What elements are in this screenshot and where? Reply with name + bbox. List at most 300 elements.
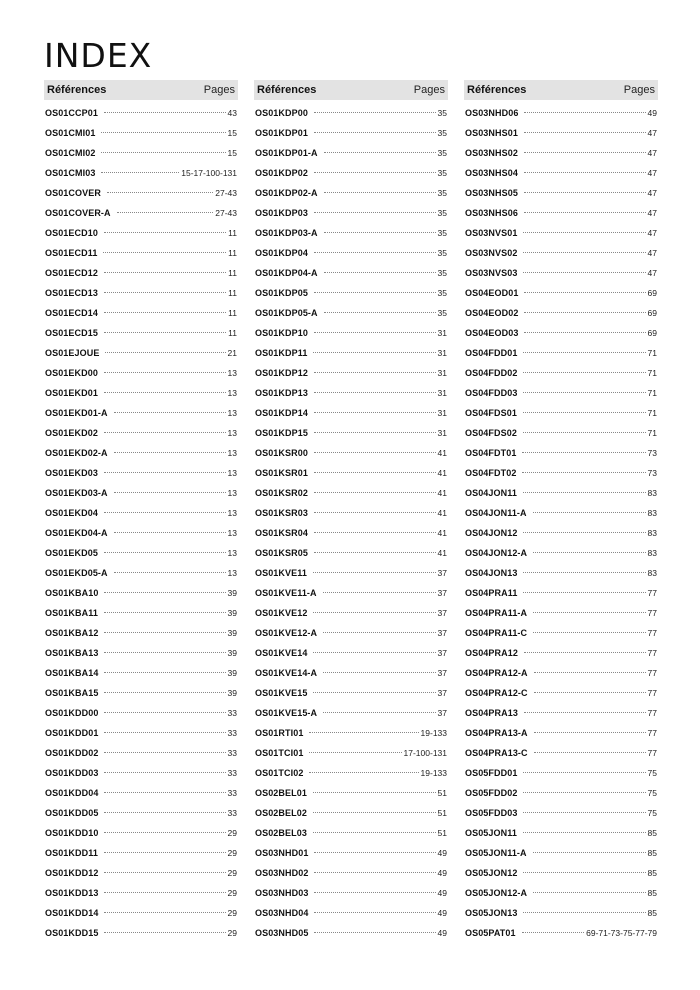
reference-code: OS01EKD03 <box>45 468 98 478</box>
reference-code: OS03NHD02 <box>255 868 309 878</box>
dot-leader <box>524 292 645 293</box>
dot-leader <box>117 212 214 213</box>
reference-code: OS05JON12 <box>465 868 518 878</box>
header-pages: Pages <box>623 84 655 96</box>
index-entry <box>254 623 448 643</box>
page-numbers: 73 <box>647 448 657 458</box>
page-numbers: 83 <box>647 548 657 558</box>
index-entry <box>44 623 238 643</box>
dot-leader <box>104 632 225 633</box>
reference-code: OS01KDD15 <box>45 928 99 938</box>
index-entry <box>254 263 448 283</box>
index-entry <box>464 763 658 783</box>
dot-leader <box>313 812 436 813</box>
page-numbers: 13 <box>227 448 237 458</box>
index-entry <box>464 243 658 263</box>
index-entry <box>44 343 238 363</box>
reference-code: OS04FDD03 <box>465 388 518 398</box>
index-entry <box>254 663 448 683</box>
index-rows <box>464 103 658 943</box>
page-numbers: 11 <box>228 308 237 318</box>
dot-leader <box>104 392 226 393</box>
dot-leader <box>314 172 436 173</box>
page-numbers: 33 <box>227 768 237 778</box>
page-numbers: 33 <box>227 788 237 798</box>
page-numbers: 41 <box>437 508 447 518</box>
dot-leader <box>104 272 226 273</box>
reference-code: OS01KSR00 <box>255 448 308 458</box>
page-numbers: 77 <box>647 608 657 618</box>
page-numbers: 15-17-100-131 <box>181 168 237 178</box>
page-numbers: 41 <box>437 488 447 498</box>
index-entry <box>44 703 238 723</box>
dot-leader <box>314 912 435 913</box>
index-entry <box>44 183 238 203</box>
page-numbers: 77 <box>647 708 657 718</box>
reference-code: OS02BEL02 <box>255 808 307 818</box>
page-numbers: 49 <box>647 108 657 118</box>
dot-leader <box>314 292 436 293</box>
reference-code: OS05JON11 <box>465 828 517 838</box>
reference-code: OS05FDD03 <box>465 808 518 818</box>
index-entry <box>464 143 658 163</box>
index-entry <box>464 643 658 663</box>
page-numbers: 47 <box>647 208 657 218</box>
reference-code: OS01KDP02 <box>255 168 308 178</box>
reference-code: OS01EKD04 <box>45 508 98 518</box>
page-numbers: 37 <box>437 688 447 698</box>
dot-leader <box>324 152 436 153</box>
index-entry <box>464 523 658 543</box>
reference-code: OS03NHD06 <box>465 108 519 118</box>
page-numbers: 37 <box>437 648 447 658</box>
reference-code: OS01KVE15-A <box>255 708 318 718</box>
header-references: Références <box>467 84 527 96</box>
page-numbers: 77 <box>647 688 657 698</box>
dot-leader <box>104 432 226 433</box>
dot-leader <box>104 772 225 773</box>
reference-code: OS01KVE14-A <box>255 668 318 678</box>
reference-code: OS04PRA11-C <box>465 628 528 638</box>
dot-leader <box>104 752 225 753</box>
reference-code: OS01KDD05 <box>45 808 99 818</box>
index-entry <box>254 243 448 263</box>
dot-leader <box>523 592 645 593</box>
index-entry <box>254 743 448 763</box>
index-entry <box>464 823 658 843</box>
page-title: INDEX <box>44 36 153 75</box>
dot-leader <box>522 932 585 933</box>
index-entry <box>254 483 448 503</box>
dot-leader <box>323 712 435 713</box>
reference-code: OS05JON12-A <box>465 888 528 898</box>
page-numbers: 31 <box>437 388 447 398</box>
dot-leader <box>104 872 225 873</box>
page-numbers: 85 <box>647 868 657 878</box>
index-entry <box>464 563 658 583</box>
index-column-2 <box>254 80 448 943</box>
dot-leader <box>523 352 645 353</box>
reference-code: OS01KBA10 <box>45 588 99 598</box>
reference-code: OS01EKD02 <box>45 428 98 438</box>
page-numbers: 11 <box>228 328 237 338</box>
dot-leader <box>104 372 226 373</box>
dot-leader <box>114 452 226 453</box>
dot-leader <box>101 152 225 153</box>
page-numbers: 35 <box>437 308 447 318</box>
page-numbers: 39 <box>227 628 237 638</box>
dot-leader <box>522 472 645 473</box>
reference-code: OS01EKD05-A <box>45 568 108 578</box>
page-numbers: 75 <box>647 808 657 818</box>
page-numbers: 29 <box>227 908 237 918</box>
index-entry <box>254 543 448 563</box>
dot-leader <box>314 552 436 553</box>
dot-leader <box>104 332 226 333</box>
page-numbers: 35 <box>437 168 447 178</box>
header-pages: Pages <box>203 84 235 96</box>
index-entry <box>254 343 448 363</box>
page-numbers: 17-100-131 <box>403 748 447 758</box>
page-numbers: 85 <box>647 888 657 898</box>
reference-code: OS04PRA13-A <box>465 728 528 738</box>
reference-code: OS03NVS03 <box>465 268 518 278</box>
dot-leader <box>523 272 645 273</box>
index-entry <box>254 703 448 723</box>
reference-code: OS01KDP01-A <box>255 148 318 158</box>
reference-code: OS01KVE12 <box>255 608 308 618</box>
reference-code: OS04EOD01 <box>465 288 519 298</box>
index-entry <box>464 223 658 243</box>
index-entry <box>254 583 448 603</box>
page-numbers: 49 <box>437 848 447 858</box>
index-entry <box>44 563 238 583</box>
reference-code: OS01EKD00 <box>45 368 98 378</box>
page-numbers: 39 <box>227 588 237 598</box>
reference-code: OS01KDD12 <box>45 868 99 878</box>
index-entry <box>254 403 448 423</box>
index-entry <box>44 683 238 703</box>
index-entry <box>254 123 448 143</box>
dot-leader <box>104 592 225 593</box>
page-numbers: 71 <box>647 388 657 398</box>
dot-leader <box>104 732 225 733</box>
reference-code: OS01EKD03-A <box>45 488 108 498</box>
index-entry <box>464 743 658 763</box>
index-entry <box>464 203 658 223</box>
reference-code: OS03NHD03 <box>255 888 309 898</box>
dot-leader <box>104 312 226 313</box>
index-entry <box>44 903 238 923</box>
reference-code: OS01COVER <box>45 188 101 198</box>
page-numbers: 41 <box>437 548 447 558</box>
dot-leader <box>523 232 645 233</box>
index-entry <box>254 643 448 663</box>
page-numbers: 37 <box>437 588 447 598</box>
reference-code: OS01ECD14 <box>45 308 98 318</box>
page-numbers: 73 <box>647 468 657 478</box>
reference-code: OS01KDP01 <box>255 128 308 138</box>
reference-code: OS04FDD01 <box>465 348 518 358</box>
dot-leader <box>524 112 645 113</box>
page-numbers: 35 <box>437 268 447 278</box>
dot-leader <box>104 812 225 813</box>
index-entry <box>464 683 658 703</box>
dot-leader <box>523 792 645 793</box>
page-numbers: 49 <box>437 868 447 878</box>
dot-leader <box>314 432 436 433</box>
dot-leader <box>524 132 646 133</box>
reference-code: OS01KSR02 <box>255 488 308 498</box>
reference-code: OS01ECD11 <box>45 248 98 258</box>
page-numbers: 69 <box>647 308 657 318</box>
reference-code: OS04JON11-A <box>465 508 527 518</box>
reference-code: OS04FDS02 <box>465 428 517 438</box>
dot-leader <box>309 732 418 733</box>
dot-leader <box>309 752 401 753</box>
reference-code: OS01EKD05 <box>45 548 98 558</box>
index-entry <box>254 523 448 543</box>
page-numbers: 15 <box>227 148 237 158</box>
dot-leader <box>309 772 418 773</box>
dot-leader <box>523 492 646 493</box>
page-numbers: 13 <box>227 508 237 518</box>
index-entry <box>464 383 658 403</box>
page-numbers: 29 <box>227 848 237 858</box>
header-pages: Pages <box>413 84 445 96</box>
page-numbers: 37 <box>437 568 447 578</box>
index-entry <box>44 523 238 543</box>
dot-leader <box>323 632 435 633</box>
page-numbers: 13 <box>227 428 237 438</box>
index-entry <box>44 503 238 523</box>
page-numbers: 27-43 <box>215 208 237 218</box>
column-header <box>44 80 238 100</box>
reference-code: OS04PRA12 <box>465 648 518 658</box>
dot-leader <box>524 332 645 333</box>
index-entry <box>254 363 448 383</box>
page-numbers: 47 <box>647 248 657 258</box>
page-numbers: 37 <box>437 668 447 678</box>
dot-leader <box>314 872 435 873</box>
index-entry <box>254 603 448 623</box>
index-entry <box>464 663 658 683</box>
index-column-3 <box>464 80 658 943</box>
reference-code: OS01TCI02 <box>255 768 304 778</box>
index-entry <box>254 883 448 903</box>
index-entry <box>254 183 448 203</box>
page-numbers: 35 <box>437 148 447 158</box>
page-numbers: 39 <box>227 668 237 678</box>
page-numbers: 47 <box>647 148 657 158</box>
dot-leader <box>104 832 225 833</box>
page-numbers: 83 <box>647 568 657 578</box>
index-entry <box>254 383 448 403</box>
index-entry <box>464 483 658 503</box>
reference-code: OS04PRA12-C <box>465 688 528 698</box>
index-entry <box>44 243 238 263</box>
dot-leader <box>314 532 436 533</box>
page-numbers: 21 <box>227 348 237 358</box>
reference-code: OS01EKD01 <box>45 388 98 398</box>
index-entry <box>464 323 658 343</box>
index-entry <box>464 423 658 443</box>
page-numbers: 69 <box>647 288 657 298</box>
reference-code: OS01KDD00 <box>45 708 99 718</box>
reference-code: OS04PRA13 <box>465 708 518 718</box>
page-numbers: 29 <box>227 868 237 878</box>
index-entry <box>254 923 448 943</box>
reference-code: OS01KSR01 <box>255 468 308 478</box>
reference-code: OS04PRA12-A <box>465 668 528 678</box>
reference-code: OS01KDD04 <box>45 788 99 798</box>
page-numbers: 35 <box>437 248 447 258</box>
index-entry <box>464 603 658 623</box>
dot-leader <box>104 112 226 113</box>
reference-code: OS01KDP04 <box>255 248 308 258</box>
page-numbers: 33 <box>227 708 237 718</box>
dot-leader <box>313 572 436 573</box>
dot-leader <box>313 692 435 693</box>
reference-code: OS01KDD13 <box>45 888 99 898</box>
reference-code: OS03NHS06 <box>465 208 518 218</box>
reference-code: OS01KBA11 <box>45 608 98 618</box>
dot-leader <box>104 672 225 673</box>
dot-leader <box>534 752 646 753</box>
index-entry <box>44 543 238 563</box>
dot-leader <box>314 492 436 493</box>
page-numbers: 41 <box>437 468 447 478</box>
index-entry <box>464 923 658 943</box>
dot-leader <box>324 192 436 193</box>
index-entry <box>254 323 448 343</box>
page-numbers: 13 <box>227 528 237 538</box>
reference-code: OS01KDP03-A <box>255 228 318 238</box>
index-entry <box>44 483 238 503</box>
page-numbers: 51 <box>437 788 447 798</box>
dot-leader <box>103 252 226 253</box>
page-numbers: 13 <box>227 548 237 558</box>
index-entry <box>44 823 238 843</box>
reference-code: OS01ECD10 <box>45 228 98 238</box>
reference-code: OS03NHS01 <box>465 128 518 138</box>
reference-code: OS02BEL03 <box>255 828 307 838</box>
page-numbers: 85 <box>647 908 657 918</box>
index-entry <box>464 443 658 463</box>
dot-leader <box>523 392 645 393</box>
index-entry <box>44 763 238 783</box>
page-numbers: 77 <box>647 588 657 598</box>
page-numbers: 13 <box>227 468 237 478</box>
index-entry <box>44 123 238 143</box>
page-numbers: 15 <box>227 128 237 138</box>
reference-code: OS01KBA14 <box>45 668 99 678</box>
dot-leader <box>104 472 226 473</box>
reference-code: OS03NHD05 <box>255 928 309 938</box>
dot-leader <box>523 532 645 533</box>
reference-code: OS01KDP05-A <box>255 308 318 318</box>
index-entry <box>464 783 658 803</box>
page-numbers: 49 <box>437 888 447 898</box>
page-numbers: 43 <box>227 108 237 118</box>
dot-leader <box>313 792 436 793</box>
dot-leader <box>524 192 646 193</box>
index-entry <box>464 403 658 423</box>
index-entry <box>44 203 238 223</box>
page-numbers: 35 <box>437 288 447 298</box>
index-entry <box>464 863 658 883</box>
index-entry <box>254 563 448 583</box>
page-numbers: 51 <box>437 808 447 818</box>
dot-leader <box>523 872 645 873</box>
index-entry <box>254 463 448 483</box>
dot-leader <box>104 712 225 713</box>
reference-code: OS01KDD03 <box>45 768 99 778</box>
page-numbers: 77 <box>647 648 657 658</box>
dot-leader <box>104 892 225 893</box>
dot-leader <box>524 152 646 153</box>
dot-leader <box>104 912 225 913</box>
index-entry <box>254 683 448 703</box>
page-numbers: 51 <box>437 828 447 838</box>
index-entry <box>464 363 658 383</box>
reference-code: OS01COVER-A <box>45 208 111 218</box>
page-numbers: 41 <box>437 528 447 538</box>
page-numbers: 29 <box>227 888 237 898</box>
page-numbers: 27-43 <box>215 188 237 198</box>
index-entry <box>44 283 238 303</box>
index-entry <box>254 723 448 743</box>
dot-leader <box>101 172 179 173</box>
reference-code: OS05FDD02 <box>465 788 518 798</box>
dot-leader <box>104 512 226 513</box>
page-numbers: 31 <box>437 428 447 438</box>
index-entry <box>464 263 658 283</box>
page-numbers: 77 <box>647 628 657 638</box>
dot-leader <box>104 552 226 553</box>
dot-leader <box>313 832 436 833</box>
dot-leader <box>114 492 226 493</box>
dot-leader <box>313 352 435 353</box>
reference-code: OS01KSR03 <box>255 508 308 518</box>
reference-code: OS04FDD02 <box>465 368 518 378</box>
dot-leader <box>523 372 645 373</box>
page-numbers: 47 <box>647 168 657 178</box>
page-numbers: 35 <box>437 208 447 218</box>
page-numbers: 37 <box>437 628 447 638</box>
index-entry <box>254 503 448 523</box>
index-entry <box>44 783 238 803</box>
index-entry <box>254 823 448 843</box>
index-entry <box>464 283 658 303</box>
page-numbers: 83 <box>647 528 657 538</box>
dot-leader <box>314 932 435 933</box>
page-numbers: 31 <box>437 408 447 418</box>
dot-leader <box>523 572 645 573</box>
reference-code: OS01KDP14 <box>255 408 308 418</box>
reference-code: OS01CCP01 <box>45 108 98 118</box>
reference-code: OS01EKD04-A <box>45 528 108 538</box>
index-entry <box>254 843 448 863</box>
dot-leader <box>324 232 436 233</box>
reference-code: OS01KDD01 <box>45 728 99 738</box>
page-numbers: 69-71-73-75-77-79 <box>586 928 657 938</box>
reference-code: OS01KDP10 <box>255 328 308 338</box>
page-numbers: 19-133 <box>420 728 447 738</box>
header-references: Références <box>47 84 107 96</box>
index-entry <box>254 143 448 163</box>
reference-code: OS03NVS02 <box>465 248 518 258</box>
